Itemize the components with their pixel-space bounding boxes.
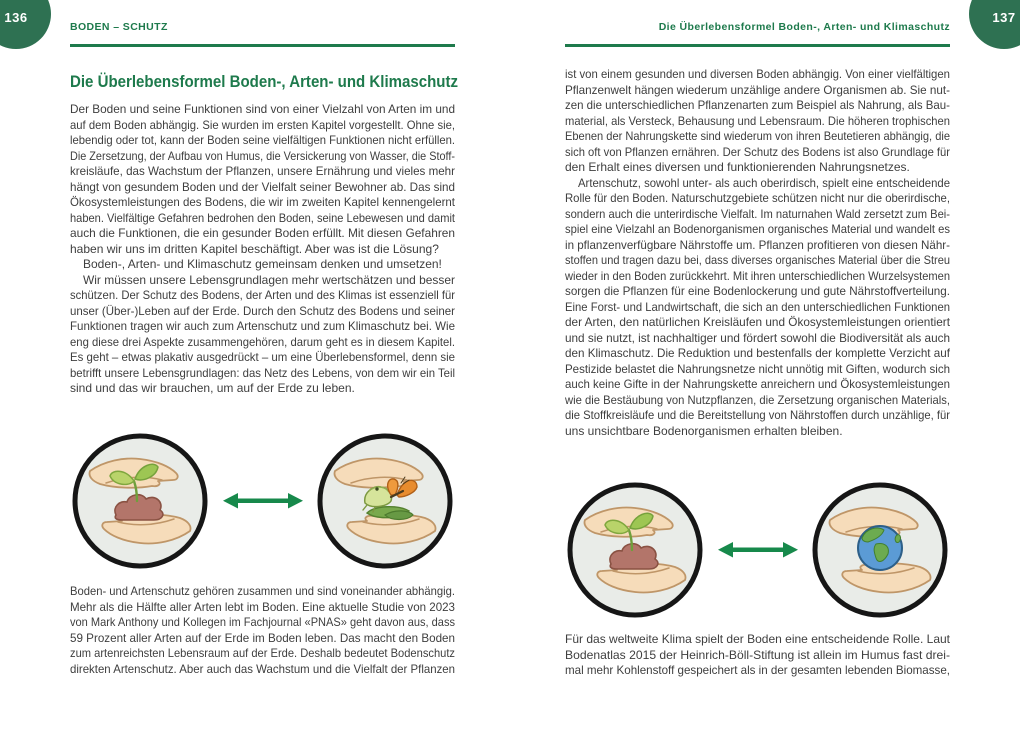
text-line: lebendig oder tot, kann der Boden seine vielfältigen Funktionen nicht erfüllen.	[70, 133, 455, 147]
text-line: Funktionen tragen wir auch zum Artenschutz und zum Klimaschutz bei. Wie	[70, 319, 455, 333]
text-line: Wir müssen unsere Lebensgrundlagen mehr wertschätzen und besser	[83, 272, 455, 287]
text-line: der Arten, den natürlichen Kreisläufen und Ökosystemleistungen orientiert	[565, 315, 950, 329]
text-line: sondern auch die unterirdische Vielfalt. Im naturnahen Wald zersetzt zum Bei-	[565, 206, 950, 221]
text-line: den Erhalt eines diversen und funktionierenden Nahrungsnetzes.	[565, 160, 910, 174]
text-line: material, als Versteck, Behausung und Lebensraum. Die höheren trophischen	[565, 113, 950, 128]
text-line: Die Zersetzung, der Aufbau von Humus, die Versickerung von Wasser, die Stoff-	[70, 148, 455, 163]
body-text-column	[70, 102, 455, 397]
text-line: Boden-, Arten- und Klimaschutz gemeinsam denken und umsetzen!	[83, 257, 442, 271]
hands-sheltering-seedling-icon	[565, 480, 705, 620]
text-line: Bodenatlas 2015 der Heinrich-Böll-Stiftung ist allein im Humus fast drei-	[565, 647, 950, 662]
figure-soil-species	[70, 431, 455, 571]
text-line: stoffen und tragen dazu bei, dass diverses organisches Material über die Streu	[565, 253, 950, 267]
text-line: kreisläufe, das Wachstum der Pflanzen, unsere Ernährung und vieles mehr	[70, 164, 455, 178]
text-line: schützen. Der Schutz des Bodens, der Arten und des Klimas ist essenziell für	[70, 288, 455, 302]
text-line: sich oft von Pflanzen ernähren. Der Schutz des Bodens ist also Grundlage für	[565, 144, 950, 159]
page-number-badge	[969, 0, 1020, 49]
text-line: auf dem Boden abhängig. Sie wurden im ersten Kapitel vorgestellt. Ohne sie,	[70, 117, 455, 132]
text-line: von Mark Anthony und Kollegen im Fachjournal «PNAS» geht davon aus, dass	[70, 615, 455, 629]
hands-sheltering-earth-icon	[810, 480, 950, 620]
text-line: Eine Forst- und Landwirtschaft, die sich an den unterschiedlichen Funktionen	[565, 299, 950, 314]
header-rule	[70, 44, 455, 47]
page-title	[70, 74, 458, 90]
text-line: mal mehr Kohlenstoff gespeichert als in der gesamten lebenden Biomasse,	[565, 663, 950, 677]
double-arrow-icon	[223, 490, 303, 512]
text-line: ist von einem gesunden und diversen Boden abhängig. Von einer vielfältigen	[565, 67, 950, 81]
text-line: Artenschutz, sowohl unter- als auch oberirdisch, spielt eine entscheidende	[578, 175, 950, 190]
text-line: haben. Vielfältige Gefahren bedrohen den Boden, seine Lebewesen und damit	[70, 210, 455, 225]
text-line: Boden- und Artenschutz gehören zusammen und sind voneinander abhängig.	[70, 584, 455, 598]
text-line: uns unsichtbare Bodenorganismen erhalten bleiben.	[565, 423, 843, 438]
text-line: Mehr als die Hälfte aller Arten lebt im Boden. Eine aktuelle Studie von 2023	[70, 599, 455, 614]
right-page	[510, 0, 1020, 740]
text-line: hängt von gesundem Boden und der Vielfalt seiner Bewohner ab. Das sind	[70, 179, 455, 194]
text-line: Ebenen der Nahrungskette sind wiederum von ihren Beutetieren abhängig, die	[565, 129, 950, 143]
text-line: die Stoffkreisläufe und die Bereitstellung von Nährstoffen durch unzählige, für	[565, 408, 950, 422]
text-line: Rolle für den Boden. Naturschutzgebiete schützen nicht nur die oberirdische,	[565, 191, 950, 205]
hands-sheltering-frog-butterfly-icon	[315, 431, 455, 571]
text-line: und sie nutzt, ist nachhaltiger und fördert sowohl die Biodiversität als auch	[565, 330, 950, 345]
body-text-column	[565, 632, 950, 679]
text-line: den Klimaschutz. Die Reduktion und bestenfalls der komplette Verzicht auf	[565, 346, 950, 360]
text-line: 59 Prozent aller Arten auf der Erde im Boden leben. Das macht den Boden	[70, 630, 455, 645]
figure-soil-climate	[565, 480, 950, 620]
double-arrow-icon	[718, 539, 798, 561]
body-text-column	[565, 67, 950, 439]
text-line: wie die Bestäubung von Nutzpflanzen, die Zersetzung organischen Materials,	[565, 392, 950, 407]
text-line: unser (Über-)Leben auf der Erde. Durch den Schutz des Bodens und seiner	[70, 303, 455, 318]
page-number: 136	[4, 9, 28, 25]
text-line: Pflanzenwelt hängen wiederum unzählige andere Organismen ab. Sie nut-	[565, 82, 950, 97]
text-line: auch die Funktionen, die ein gesunder Boden erfüllt. Mit diesen Gefahren	[70, 226, 455, 240]
text-line: Der Boden und seine Funktionen sind von einer Vielzahl von Arten im und	[70, 102, 455, 116]
page-number-badge	[0, 0, 51, 49]
page-title-text: Die Überlebensformel Boden-, Arten- und Klimaschutz	[70, 72, 458, 91]
text-line: in pflanzenverfügbare Nährstoffe um. Pflanzen profitieren von diesen Nähr-	[565, 237, 950, 252]
text-line: haben wir uns im dritten Kapitel beschäftigt. Aber was ist die Lösung?	[70, 241, 439, 256]
running-header: BODEN – SCHUTZ	[70, 21, 168, 33]
text-line: auch keine Gifte in der Nahrungskette anreichern und Ökosystemleistungen	[565, 377, 950, 391]
hands-sheltering-seedling-icon	[70, 431, 210, 571]
page-number: 137	[992, 9, 1016, 25]
text-line: Ökosystemleistungen des Bodens, die wir im zweiten Kapitel kennengelernt	[70, 195, 455, 209]
body-text-column	[70, 584, 455, 677]
running-header: Die Überlebensformel Boden-, Arten- und Klimaschutz	[658, 21, 950, 33]
text-line: Für das weltweite Klima spielt der Boden eine entscheidende Rolle. Laut	[565, 632, 950, 646]
text-line: betrifft unsere Lebensgrundlagen: das Netz des Lebens, von dem wir ein Teil	[70, 365, 455, 380]
text-line: sind und das wir brauchen, um auf der Erde zu leben.	[70, 381, 355, 395]
header-rule	[565, 44, 950, 47]
text-line: wieder in den Boden zurückkehrt. Mit ihren unterschiedlichen Wurzelsystemen	[565, 268, 950, 283]
text-line: Es geht – etwas plakativ ausgedrückt – um eine Überlebensformel, denn sie	[70, 350, 455, 364]
text-line: Pestizide belastet die Nahrungsnetze nicht unnötig mit Giften, wodurch sich	[565, 361, 950, 376]
text-line: sorgen die Pflanzen für eine Bodenlockerung und gute Nährstoffverteilung.	[565, 284, 950, 298]
text-line: zen die unterschiedlichen Pflanzenarten zum Beispiel als Nahrung, als Bau-	[565, 98, 950, 112]
text-line: direkten Artenschutz. Aber auch das Wachstum und die Vielfalt der Pflanzen	[70, 661, 455, 676]
text-line: spiel eine Vielzahl an Bodenorganismen organisches Material und wandelt es	[565, 222, 950, 236]
text-line: eng diese drei Aspekte zusammengehören, darum geht es in diesem Kapitel.	[70, 334, 455, 349]
text-line: zum artenreichsten Lebensraum auf der Erde. Deshalb bedeutet Bodenschutz	[70, 646, 455, 660]
